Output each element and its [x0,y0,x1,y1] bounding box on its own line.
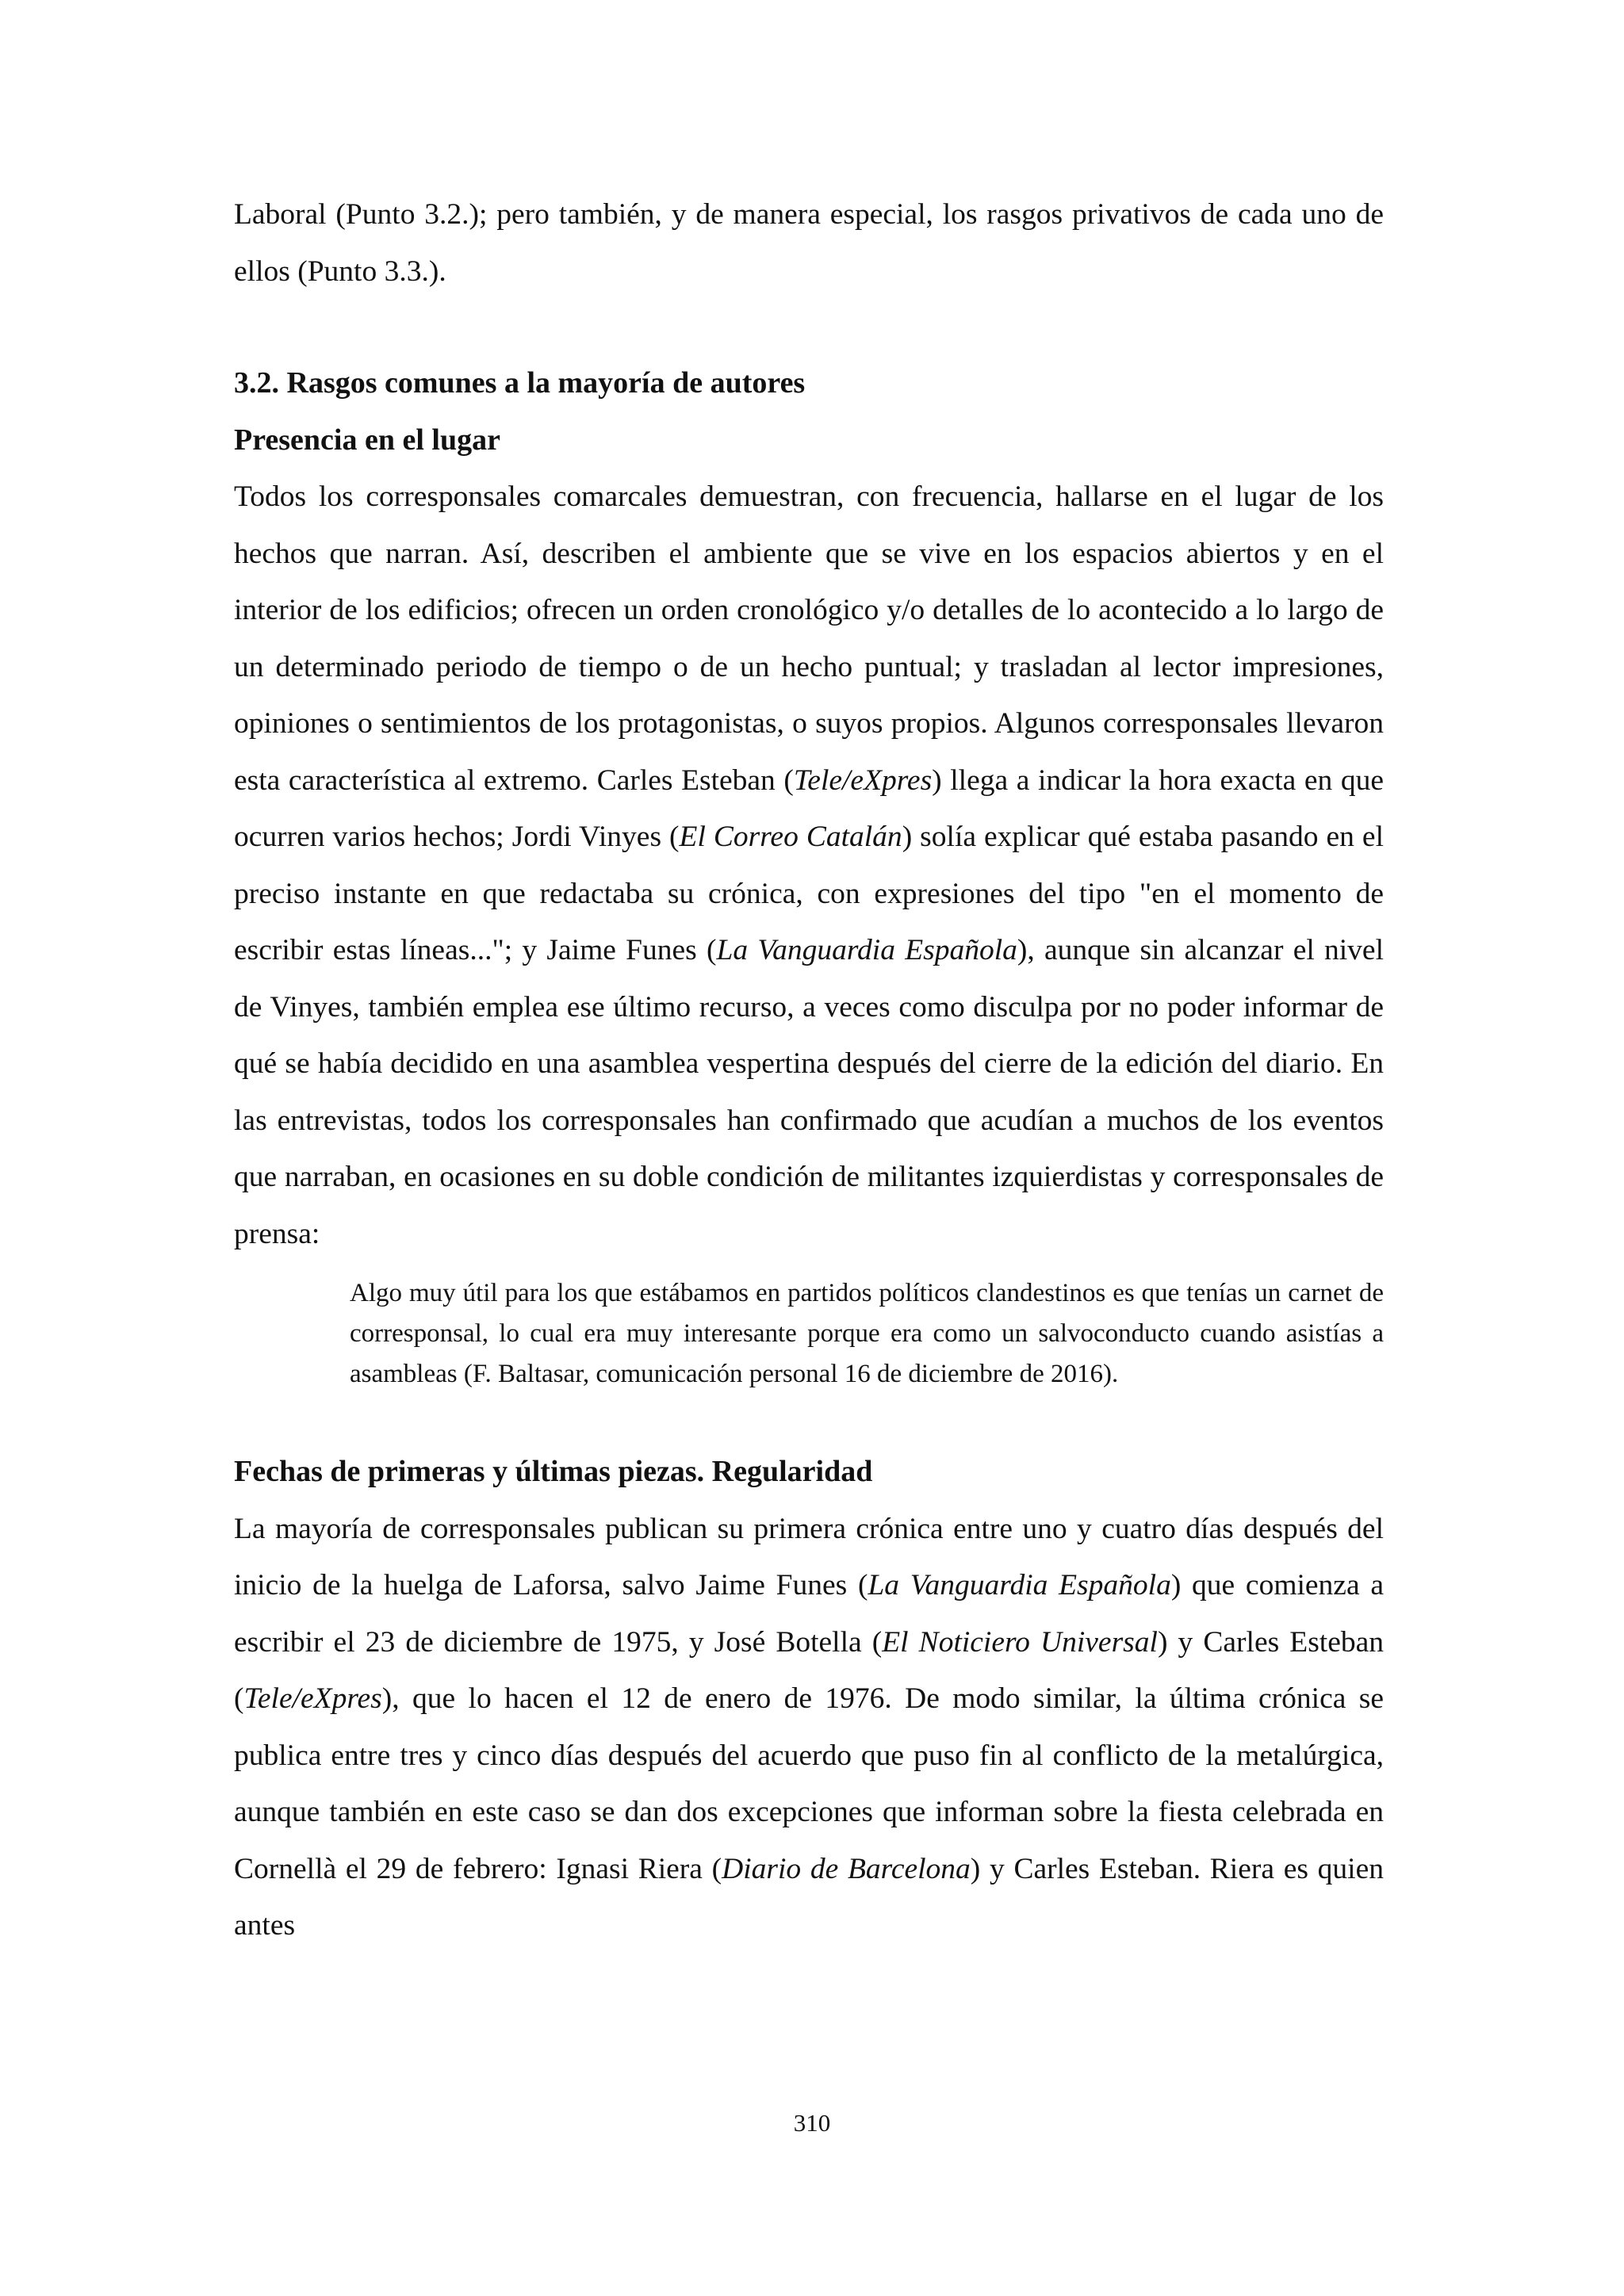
intro-paragraph: Laboral (Punto 3.2.); pero también, y de manera especial, los rasgos privativos de cada uno de ellos (Punto 3.3.). [234,198,1384,288]
block-quote: Algo muy útil para los que estábamos en partidos políticos clandestinos es que tenías un carnet de corresponsal, lo cual era muy interesante porque era como un salvoconducto cuando asistías a asambleas (F. Baltasar, comunicación personal 16 de diciembre de 2016). [350,1279,1384,1388]
italic-title: El Noticiero Universal [882,1625,1158,1659]
italic-title: Tele/eXpres [243,1682,382,1715]
section-spacer [234,300,1384,355]
subsection-heading-presencia: Presencia en el lugar [234,423,500,457]
body-paragraph-fechas: La mayoría de corresponsales publican su primera crónica entre uno y cuatro días después del inicio de la huelga de Laforsa, salvo Jaime Funes (La Vanguardia Española) que comienza a escribir el 23 de diciembre de 1975, y José Botella (El Noticiero Universal) y Carles Esteban (Tele/eXpres), que lo hacen el 12 de enero de 1976. De modo similar, la última crónica se publica entre tres y cinco días después del acuerdo que puso fin al conflicto de la metalúrgica, aunque también en este caso se dan dos excepciones que informan sobre la fiesta celebrada en Cornellà el 29 de febrero: Ignasi Riera (Diario de Barcelona) y Carles Esteban. Riera es quien antes [234,1512,1384,1942]
page-number: 310 [793,2109,831,2137]
section-heading: 3.2. Rasgos comunes a la mayoría de autores [234,366,806,400]
subsection-heading-fechas: Fechas de primeras y últimas piezas. Regularidad [234,1455,873,1488]
italic-title: El Correo Catalán [679,821,902,853]
italic-title: La Vanguardia Española [868,1569,1171,1601]
italic-title: Diario de Barcelona [722,1852,971,1885]
document-page [234,186,1384,1954]
body-paragraph-presencia: Todos los corresponsales comarcales demuestran, con frecuencia, hallarse en el lugar de los hechos que narran. Así, describen el ambiente que se vive en los espacios abiertos y en el interior de los edificios; ofrecen un orden cronológico y/o detalles de lo acontecido a lo largo de un determinado periodo de tiempo o de un hecho puntual; y trasladan al lector impresiones, opiniones o sentimientos de los protagonistas, o suyos propios. Algunos corresponsales llevaron esta característica al extremo. Carles Esteban (Tele/eXpres) llega a indicar la hora exacta en que ocurren varios hechos; Jordi Vinyes (El Correo Catalán) solía explicar qué estaba pasando en el preciso instante en que redactaba su crónica, con expresiones del tipo "en el momento de escribir estas líneas..."; y Jaime Funes (La Vanguardia Española), aunque sin alcanzar el nivel de Vinyes, también emplea ese último recurso, a veces como disculpa por no poder informar de qué se había decidido en una asamblea vespertina después del cierre de la edición del diario. En las entrevistas, todos los corresponsales han confirmado que acudían a muchos de los eventos que narraban, en ocasiones en su doble condición de militantes izquierdistas y corresponsales de prensa: [234,480,1384,1250]
italic-title: Tele/eXpres [793,763,933,797]
section-spacer [234,1395,1384,1444]
italic-title: La Vanguardia Española [716,934,1017,966]
